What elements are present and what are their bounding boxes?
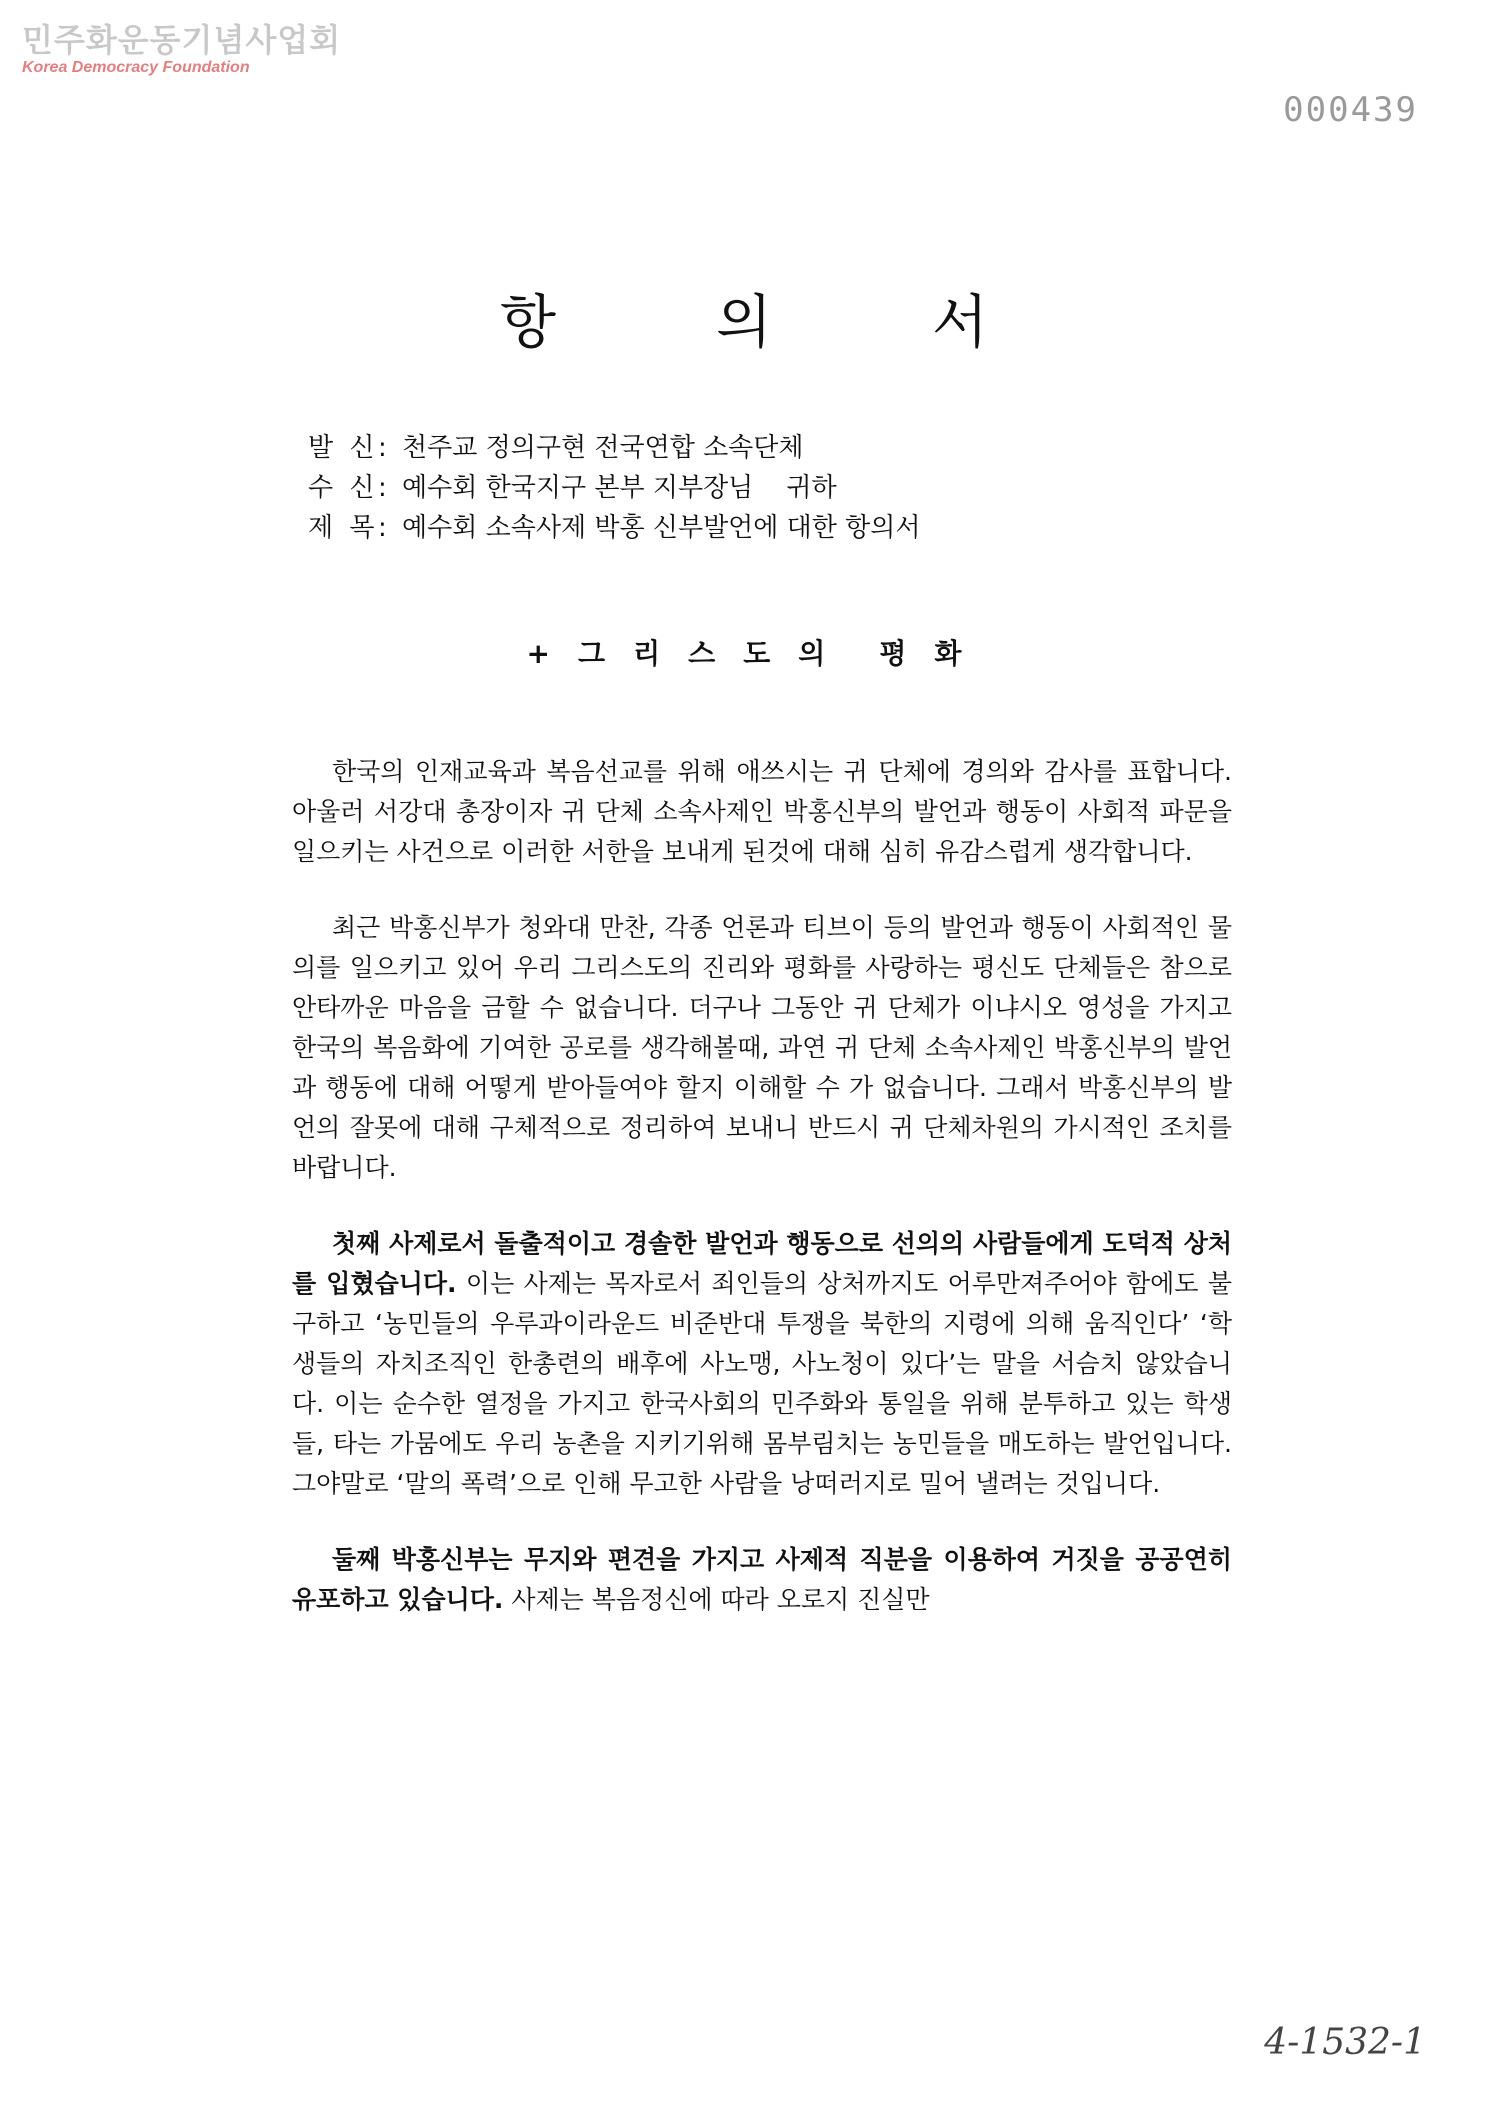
paragraph	[292, 1540, 1232, 1620]
foundation-watermark	[22, 22, 341, 78]
watermark-korean: 민주화운동기념사업회	[22, 21, 342, 59]
header-colon: :	[378, 513, 387, 543]
paragraph-text: 한국의 인재교육과 복음선교를 위해 애쓰시는 귀 단체에 경의와 감사를 표합니다. 아울러 서강대 총장이자 귀 단체 소속사제인 박홍신부의 발언과 행동이 사회적 파문을 일으키는 사건으로 이러한 서한을 보내게 된것에 대해 심히 유감스럽게 생각합니다.	[292, 757, 1232, 866]
header-colon: :	[378, 473, 387, 503]
greeting-char: 평	[879, 637, 907, 670]
greeting-char: 의	[798, 637, 826, 670]
letter-body	[292, 752, 1232, 1656]
header-label: 수 신	[308, 473, 379, 503]
header-row-recipient	[308, 468, 921, 508]
paragraph-bold: 둘째 박홍신부는 무지와 편견을 가지고 사제적 직분을 이용하여 거짓을 공공연히 유포하고 있습니다.	[292, 1545, 1232, 1614]
header-colon: :	[378, 433, 387, 463]
header-label: 발 신	[308, 433, 379, 463]
greeting-line	[0, 632, 1488, 672]
header-row-sender	[308, 428, 921, 468]
paragraph-text: 이는 사제는 목자로서 죄인들의 상처까지도 어루만져주어야 함에도 불구하고 ‘농민들의 우루과이라운드 비준반대 투쟁을 북한의 지령에 의해 움직인다’ ‘학생들의 자치조직인 한총련의 배후에 사노맹, 사노청이 있다’는 말을 서슴치 않았습니다. 이는 순수한 열정을 가지고 한국사회의 민주화와 통일을 위해 분투하고 있는 학생들, 타는 가뭄에도 우리 농촌을 지키기위해 몸부림치는 농민들을 매도하는 발언입니다. 그야말로 ‘말의 폭력’으로 인해 무고한 사람을 낭떠러지로 밀어 낼려는 것입니다.	[292, 1269, 1232, 1498]
watermark-english: Korea Democracy Foundation	[22, 59, 250, 76]
title-char: 항	[499, 288, 556, 356]
title-char: 서	[932, 288, 989, 356]
greeting-char: 도	[743, 637, 771, 670]
header-value: 천주교 정의구현 전국연합 소속단체	[402, 433, 804, 463]
header-label: 제 목	[308, 513, 379, 543]
header-value: 예수회 한국지구 본부 지부장님 귀하	[402, 473, 837, 503]
document-title	[0, 275, 1488, 359]
paragraph-bold: 첫째 사제로서 돌출적이고 경솔한 발언과 행동으로 선의의 사람들에게 도덕적 상처를 입혔습니다.	[292, 1229, 1232, 1298]
paragraph	[292, 752, 1232, 872]
header-value: 예수회 소속사제 박홍 신부발언에 대한 항의서	[402, 513, 921, 543]
greeting-char: 스	[688, 637, 716, 670]
header-row-subject	[308, 508, 921, 548]
letter-header	[308, 428, 921, 548]
greeting-char: 리	[633, 637, 661, 670]
paragraph	[292, 1224, 1232, 1504]
paragraph-text: 사제는 복음정신에 따라 오로지 진실만	[503, 1585, 930, 1614]
title-char: 의	[715, 288, 773, 356]
greeting-char: +	[526, 637, 551, 670]
greeting-char: 그	[578, 637, 606, 670]
handwritten-note: 4-1532-1	[1264, 2022, 1426, 2063]
paragraph-text: 최근 박홍신부가 청와대 만찬, 각종 언론과 티브이 등의 발언과 행동이 사회적인 물의를 일으키고 있어 우리 그리스도의 진리와 평화를 사랑하는 평신도 단체들은 참으로 안타까운 마음을 금할 수 없습니다. 더구나 그동안 귀 단체가 이냐시오 영성을 가지고 한국의 복음화에 기여한 공로를 생각해볼때, 과연 귀 단체 소속사제인 박홍신부의 발언과 행동에 대해 어떻게 받아들여야 할지 이해할 수 가 없습니다. 그래서 박홍신부의 발언의 잘못에 대해 구체적으로 정리하여 보내니 반드시 귀 단체차원의 가시적인 조치를 바랍니다.	[292, 913, 1232, 1182]
archive-stamp-number: 000439	[1283, 90, 1418, 130]
paragraph	[292, 908, 1232, 1188]
greeting-char: 화	[934, 637, 962, 670]
